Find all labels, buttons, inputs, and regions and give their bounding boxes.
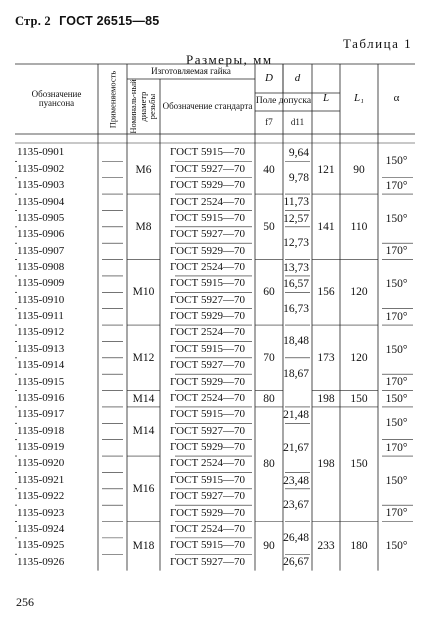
row-gost-standard: ГОСТ 5915—70 [170,539,245,552]
L1-value-cell: 90 [353,163,365,176]
thread-diameter-cell: М12 [132,351,155,364]
alpha-value-cell: 150° [385,392,408,405]
row-gost-standard: ГОСТ 5927—70 [170,293,245,306]
row-code: 1135-0923 [17,506,65,519]
D-value-cell: 80 [263,392,275,405]
row-code: 1135-0920 [17,457,65,470]
d-value-cell: 16,73 [283,302,309,315]
column-header-nut-group: Изготовляемая гайка [151,65,231,76]
row-code: 1135-0905 [17,211,65,224]
alpha-value-cell: 150° [385,540,408,553]
row-gost-standard: ГОСТ 5927—70 [170,490,245,503]
thread-diameter-cell: М16 [132,482,155,495]
row-gost-standard: ГОСТ 5915—70 [170,342,245,355]
table-caption: Размеры, мм [186,52,273,67]
d-value-cell: 23,67 [283,499,309,512]
d-value-cell: 9,78 [288,171,309,184]
column-header-applicability: Применяемость [106,70,117,128]
column-header-L: L [322,92,330,105]
row-code: 1135-0902 [17,162,65,175]
column-header-thread-diameter: Номиналь-ный диаметр резьбы [128,79,158,134]
row-code: 1135-0904 [17,195,65,208]
D-value-cell: 40 [263,163,275,176]
row-code: 1135-0906 [17,228,65,241]
D-value-cell: 60 [263,286,275,299]
D-value-cell: 80 [263,458,275,471]
D-value-cell: 50 [263,220,275,233]
column-header-standard: Обозначение стандарта [162,100,253,111]
row-gost-standard: ГОСТ 5915—70 [170,408,245,421]
d-value-cell: 21,67 [283,441,309,454]
L-value-cell: 233 [317,540,335,553]
row-code: 1135-0915 [17,375,65,388]
L1-value-cell: 150 [350,458,368,471]
L-value-cell: 198 [317,392,335,405]
row-code: 1135-0907 [17,244,65,257]
alpha-value-cell: 150° [385,343,408,356]
page-label: Стр. 2 [15,14,51,28]
alpha-value-cell: 150° [385,155,408,168]
alpha-value-cell: 150° [385,417,408,430]
row-code: 1135-0924 [17,522,65,535]
d-value-cell: 12,73 [283,237,309,250]
alpha-value-cell: 150° [385,278,408,291]
row-gost-standard: ГОСТ 2524—70 [170,457,245,470]
L1-value-cell: 180 [350,540,368,553]
L-value-cell: 156 [317,286,335,299]
row-gost-standard: ГОСТ 5929—70 [170,310,245,323]
column-header-tolerance: Поле допуска [255,96,312,107]
row-gost-standard: ГОСТ 2524—70 [170,522,245,535]
row-gost-standard: ГОСТ 5929—70 [170,441,245,454]
row-code: 1135-0917 [17,408,65,421]
row-code: 1135-0921 [17,473,65,486]
d-value-cell: 26,48 [283,531,309,544]
row-code: 1135-0916 [17,391,65,404]
L-value-cell: 121 [317,163,335,176]
row-gost-standard: ГОСТ 2524—70 [170,195,245,208]
thread-diameter-cell: М6 [135,163,152,176]
alpha-value-cell: 170° [385,179,408,192]
row-code: 1135-0926 [17,555,65,568]
row-code: 1135-0903 [17,179,65,192]
d-value-cell: 11,73 [283,196,309,209]
row-gost-standard: ГОСТ 5915—70 [170,473,245,486]
row-code: 1135-0912 [17,326,65,339]
standard-number: ГОСТ 26515—85 [59,14,160,28]
column-header-designation: Обозначение пуансона [31,88,82,108]
alpha-value-cell: 170° [385,376,408,389]
page-number: 256 [16,595,34,609]
row-code: 1135-0914 [17,359,65,372]
row-code: 1135-0908 [17,260,65,273]
L1-value-cell: 120 [350,351,368,364]
row-gost-standard: ГОСТ 5915—70 [170,211,245,224]
row-gost-standard: ГОСТ 2524—70 [170,260,245,273]
D-value-cell: 70 [263,351,275,364]
L1-value-cell: 150 [350,392,368,405]
row-gost-standard: ГОСТ 5927—70 [170,228,245,241]
alpha-value-cell: 150° [385,212,408,225]
row-gost-standard: ГОСТ 5915—70 [170,146,245,159]
d-value-cell: 12,57 [283,212,309,225]
row-gost-standard: ГОСТ 5927—70 [170,555,245,568]
L1-value-cell: 120 [350,286,368,299]
thread-diameter-cell: М14 [132,425,155,438]
column-header-D: D [265,71,273,84]
row-gost-standard: ГОСТ 2524—70 [170,391,245,404]
row-gost-standard: ГОСТ 5927—70 [170,162,245,175]
thread-diameter-cell: М10 [132,286,155,299]
alpha-value-cell: 170° [385,441,408,454]
d-value-cell: 18,48 [283,335,309,348]
row-code: 1135-0922 [17,490,65,503]
L1-value-cell: 110 [350,220,368,233]
column-header-d11: d11 [290,116,305,127]
column-header-d: d [294,71,301,84]
row-code: 1135-0918 [17,424,65,437]
row-code: 1135-0919 [17,441,65,454]
D-value-cell: 90 [263,540,275,553]
thread-diameter-cell: М18 [132,540,155,553]
row-gost-standard: ГОСТ 5915—70 [170,277,245,290]
row-gost-standard: ГОСТ 5929—70 [170,244,245,257]
L-value-cell: 141 [317,220,335,233]
d-value-cell: 23,48 [283,474,309,487]
alpha-value-cell: 150° [385,474,408,487]
alpha-value-cell: 170° [385,507,408,520]
column-header-alpha: α [393,92,400,105]
alpha-value-cell: 170° [385,245,408,258]
row-gost-standard: ГОСТ 5929—70 [170,375,245,388]
row-gost-standard: ГОСТ 5929—70 [170,506,245,519]
row-code: 1135-0910 [17,293,65,306]
d-value-cell: 26,67 [283,556,309,569]
row-code: 1135-0909 [17,277,65,290]
d-value-cell: 21,48 [283,409,309,422]
column-header-L1: L₁ [354,92,364,105]
d-value-cell: 9,64 [288,147,309,160]
column-header-f7: f7 [265,116,273,127]
row-gost-standard: ГОСТ 5929—70 [170,179,245,192]
d-value-cell: 16,57 [283,278,309,291]
thread-diameter-cell: М14 [132,392,155,405]
row-gost-standard: ГОСТ 5927—70 [170,359,245,372]
row-code: 1135-0925 [17,539,65,552]
row-gost-standard: ГОСТ 5927—70 [170,424,245,437]
alpha-value-cell: 170° [385,310,408,323]
row-gost-standard: ГОСТ 2524—70 [170,326,245,339]
row-code: 1135-0913 [17,342,65,355]
row-code: 1135-0901 [17,146,65,159]
row-code: 1135-0911 [17,310,64,323]
table-number: Таблица 1 [343,36,413,51]
thread-diameter-cell: М8 [135,220,152,233]
d-value-cell: 13,73 [283,261,309,274]
L-value-cell: 173 [317,351,335,364]
d-value-cell: 18,67 [283,368,309,381]
L-value-cell: 198 [317,458,335,471]
